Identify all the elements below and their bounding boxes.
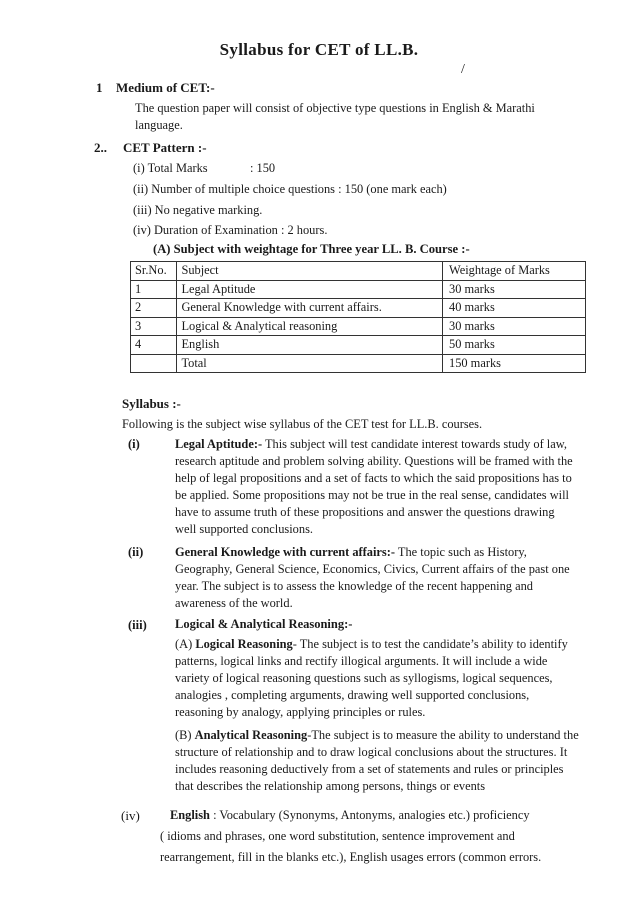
syllabus-intro: Following is the subject wise syllabus of the CET test for LL.B. courses.: [122, 417, 483, 431]
page-title: Syllabus for CET of LL.B.: [219, 40, 419, 59]
section-1-line-1: The question paper will consist of objective type questions in English & Marathi: [135, 101, 535, 115]
table-row: [131, 336, 586, 355]
syllabus-ii-line: year. The subject is to assess the knowledge of the recent happening and: [175, 579, 533, 593]
logical-reasoning-line: analogies , completing arguments, drawing well supported conclusions,: [175, 688, 530, 702]
logical-reasoning-line: variety of logical reasoning questions such as syllogisms, logical sequences,: [175, 671, 553, 685]
analytical-reasoning-title: Analytical Reasoning: [194, 728, 308, 742]
syllabus-iv-line: : Vocabulary (Synonyms, Antonyms, analogies etc.) proficiency: [213, 808, 530, 822]
table-cell: 4: [131, 336, 177, 355]
syllabus-iii-label: (iii): [128, 618, 147, 632]
weightage-table: [130, 261, 586, 373]
syllabus-i-label: (i): [128, 437, 140, 451]
analytical-reasoning-line: that describes the relationship among persons, things or events: [175, 779, 486, 793]
table-cell: 50 marks: [443, 336, 586, 355]
table-cell: 30 marks: [443, 280, 586, 299]
syllabus-ii-label: (ii): [128, 545, 144, 559]
table-cell: English: [177, 336, 443, 355]
table-header-cell: Sr.No.: [131, 262, 177, 281]
syllabus-ii-line: awareness of the world.: [175, 596, 293, 610]
logical-reasoning-line: - The subject is to test the candidate’s ability to identify: [292, 637, 568, 651]
syllabus-heading: Syllabus :-: [122, 396, 181, 411]
section-1-line-2: language.: [135, 118, 183, 132]
analytical-reasoning-line: includes reasoning deductively from a set of statements and rules or principles: [175, 762, 564, 776]
logical-analytical-heading: Logical & Analytical Reasoning:-: [175, 617, 353, 631]
table-header-row: [131, 262, 586, 281]
general-knowledge-title: General Knowledge with current affairs:-: [175, 545, 396, 559]
analytical-reasoning-first-line: [175, 727, 579, 744]
table-cell: 1: [131, 280, 177, 299]
pattern-item-duration: (iv) Duration of Examination : 2 hours.: [133, 223, 328, 237]
table-total-row: [131, 354, 586, 373]
table-cell: Legal Aptitude: [177, 280, 443, 299]
table-row: [131, 299, 586, 318]
table-cell: 3: [131, 317, 177, 336]
table-row: [131, 317, 586, 336]
analytical-reasoning-label: (B): [175, 728, 192, 742]
syllabus-i-line: be applied. Some propositions may not be true in the real sense, candidates will: [175, 488, 569, 502]
table-cell: 2: [131, 299, 177, 318]
section-1-number: 1: [96, 80, 103, 95]
analytical-reasoning-line: structure of relationship and to draw logical conclusions about the structures. It: [175, 745, 568, 759]
section-2-number: 2..: [94, 140, 107, 155]
table-cell: General Knowledge with current affairs.: [177, 299, 443, 318]
syllabus-i-first-line: [175, 436, 595, 453]
table-cell: Total: [177, 354, 443, 373]
syllabus-i-line: help of legal propositions and a set of facts to which the said propositions has to: [175, 471, 572, 485]
pattern-item-total-value: : 150: [250, 161, 276, 175]
logical-reasoning-first-line: [175, 636, 568, 653]
syllabus-ii-line: Geography, General Science, Economics, Civics, Current affairs of the past one: [175, 562, 570, 576]
syllabus-i-line: This subject will test candidate interest towards study of law,: [264, 437, 567, 451]
pattern-item-negative: (iii) No negative marking.: [133, 203, 263, 217]
table-header-cell: Weightage of Marks: [443, 262, 586, 281]
syllabus-ii-line: The topic such as History,: [397, 545, 527, 559]
syllabus-iv-label: (iv): [121, 808, 140, 823]
legal-aptitude-title: Legal Aptitude:-: [175, 437, 263, 451]
table-header-cell: Subject: [177, 262, 443, 281]
pen-mark: /: [461, 62, 465, 77]
section-1-heading: Medium of CET:-: [116, 80, 215, 95]
pattern-item-total-marks: (i) Total Marks: [133, 161, 208, 175]
syllabus-iv-line: ( idioms and phrases, one word substitution, sentence improvement and: [160, 829, 515, 843]
logical-reasoning-label: (A): [175, 637, 193, 651]
syllabus-iv-line: rearrangement, fill in the blanks etc.), English usages errors (common errors.: [160, 850, 542, 864]
syllabus-i-line: have to assume truth of these propositions and answer the questions drawing: [175, 505, 555, 519]
table-cell: 40 marks: [443, 299, 586, 318]
weightage-table-heading: (A) Subject with weightage for Three year LL. B. Course :-: [153, 242, 470, 256]
section-2-heading: CET Pattern :-: [123, 140, 207, 155]
syllabus-iv-first-line: [170, 807, 530, 824]
analytical-reasoning-line: -The subject is to measure the ability to understand the: [307, 728, 579, 742]
syllabus-i-line: well supported conclusions.: [175, 522, 313, 536]
syllabus-i-line: research aptitude and problem solving ability. Questions will be framed with the: [175, 454, 573, 468]
pattern-item-questions: (ii) Number of multiple choice questions : 150 (one mark each): [133, 182, 447, 196]
table-cell: 30 marks: [443, 317, 586, 336]
table-cell: 150 marks: [443, 354, 586, 373]
english-title: English: [170, 808, 210, 822]
table-row: [131, 280, 586, 299]
syllabus-ii-first-line: [175, 544, 527, 561]
logical-reasoning-line: reasoning by analogy, applying principles or rules.: [175, 705, 426, 719]
table-cell: Logical & Analytical reasoning: [177, 317, 443, 336]
table-cell: [131, 354, 177, 373]
logical-reasoning-line: patterns, logical links and rectify illogical arguments. It will include a wide: [175, 654, 548, 668]
logical-reasoning-title: Logical Reasoning: [195, 637, 293, 651]
